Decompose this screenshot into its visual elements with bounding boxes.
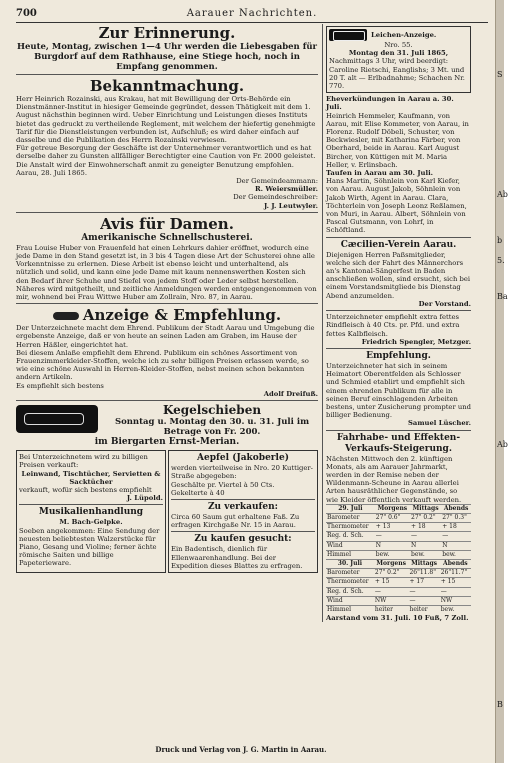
printer-footer: Druck und Verlag von J. G. Martin in Aarau. [155,745,327,754]
table-cell: + 17 [408,578,439,587]
edge-letter: S [497,70,503,79]
ladies-title: Avis für Damen. [100,214,234,233]
table-cell: + 18 [410,523,441,532]
bottom-left-ad-2-sub: M. Bach-Gelpke. [59,518,123,527]
table-row [326,569,471,578]
table-cell: + 15 [374,578,409,587]
table-cell: Barometer [326,569,374,578]
table-cell: + 18 [441,523,471,532]
table-cell: Thermometer [326,523,375,532]
table-cell: heiter [374,605,409,614]
page-number: 700 [16,8,37,19]
announcement-date: Aarau, 28. Juli 1865. [16,168,87,177]
meat-signature: Friedrich Spengler, Metzger. [361,337,471,346]
announcement-title: Bekanntmachung. [89,77,245,95]
bottom-left-ad-1-intro: Bei Unterzeichnetem wird zu billigen Preisen verkauft: [19,453,148,470]
clerk-name: J. J. Leutwyler. [263,201,318,210]
bowling-wagon-icon [16,405,98,433]
weather-table-1 [326,504,471,559]
edge-letter: Ab [497,440,508,449]
baptism-text: Hans Martin, Söhnlein von Karl Kiefer, von Aarau. August Jakob, Söhnlein von Jakob Wirth, Agent in Aarau. Clara, Töchterlein von Joseph Leonz Reßlamen, von Muri, in Aarau. Albert, Söhnlein von Pascal Gutsmann, von Lohrf, in Schöftland. [326,177,467,235]
left-column [16,24,318,575]
death-notice-box [326,26,471,93]
table-row [326,596,471,605]
apples-row-2: Gekelterte à 40 [171,488,225,497]
edge-letter: 5. [497,256,505,265]
ladies-text-2: Näheres wird mitgetheilt, und zeitliche Anmeldungen werden entgegengenommen von mir, wohnend bei Frau Wittwe Huber am Zollrain, Nro. 87, in Aarau. [16,284,317,302]
apples-text: werden vierteilweise in Nro. 20 Kuttiger-Straße abgegeben: [171,464,313,481]
choir-title: Cæcilien-Verein Aarau. [340,239,457,250]
table-cell: + 13 [375,523,410,532]
table-cell: — [408,587,439,596]
table-cell: Reg. d. Sch. [326,532,375,541]
table-row [326,587,471,596]
anzeige-text-2: Bei diesem Anlaße empfiehlt dem Ehrend. Publikum ein schönes Assortiment von Frauenzimmerkleider-Stoffen, welche ich zu sehr billigen Preisen erlassen werde, so wie eine schöne Auswahl in Herren-Kleider-Stoffen, nebst meinen schon bekannten andern Artikeln. [16,348,309,382]
ladies-subtitle: Amerikanische Schnellschusterei. [81,232,253,243]
bottom-right-ad [168,450,318,573]
council-label: Der Gemeindeammann: [236,177,318,186]
choir-text: Diejenigen Herren Paßsmitglieder, welche sich der Fahrt des Männerchors an's Kantonal-Sängerfest in Baden anschließen wollen, sind ersucht, sich bei einem Vorstandsmitgliede bis Dienstag Abend anzumelden. [326,250,471,300]
choir-signature: Der Vorstand. [418,299,471,308]
marriage-text: Heinrich Hemmeler, Kaufmann, von Aarau, mit Elise Kommeter, von Aarau, in Florenz. Rudolf Döbeli, Schuster, von Beckwiesler, mit Katharina Färber, von Oberhard, beide in Aarau. Karl August Bircher, von Küttigen mit M. Maria Heller, v. Erlinsbach. [326,111,469,169]
weather2-head: 30. Juli [326,559,374,568]
wanted-text: Ein Badentisch, dienlich für Ellenwaarenhandlung. Bei der Expedition dieses Blattes zu erfragen. [171,545,303,570]
ladies-text: Frau Louise Huber von Frauenfeld hat einen Lehrkurs dahier eröffnet, wodurch eine jede Dame in den Stand gesetzt ist, in 3 bis 4 Tagen diese Art der Schusterei ohne alle Vorkenntnisse zu erlernen. Diese Arbeit ist ebenso leicht und unterhaltend, als nützlich und solid, und kann eine jede Dame mit kaum nennenswerthen Kosten sich den Bedarf ihrer Schuhe und Stiefel von jedem Stoff oder Leder selbst herstellen. [16,243,315,285]
right-edge-strip [495,0,508,763]
table-cell: 27" 0.3" [441,513,471,522]
table-cell: 27" 0.2" [374,569,409,578]
death-notice-number: Nro. 55. [384,41,413,49]
table-row [326,513,471,522]
bowling-ad [16,403,318,437]
weather1-head: Morgens [375,504,410,513]
table-cell: — [374,587,409,596]
table-cell: 26"11.8" [408,569,439,578]
table-row [326,523,471,532]
anzeige-signature: Adolf Dreifuß. [263,389,318,398]
table-cell: bew. [440,605,471,614]
sale-text: Circa 60 Saum gut erhaltene Faß. Zu erfragen Kirchgaße Nr. 15 in Aarau. [171,512,300,530]
table-cell: Barometer [326,513,375,522]
table-row [326,550,471,559]
edge-letter: b [497,236,503,245]
bowling-text: Sonntag u. Montag den 30. u. 31. Juli im Betrage von Fr. 200. [114,417,310,438]
apples-row-1: Geschälte pr. Viertel à 50 Cts. [171,480,275,489]
council-name: R. Weiersmüller. [254,185,318,194]
bottom-left-ad-1 [16,450,166,573]
table-cell: Himmel [326,605,374,614]
table-cell: bew. [410,550,441,559]
weather2-head: Abends [440,559,471,568]
anzeige-text-3: Es empfiehlt sich bestens [16,381,104,390]
table-cell: Himmel [326,550,375,559]
reminder-title: Zur Erinnerung. [98,24,236,42]
reminder-text: Heute, Montag, zwischen 1—4 Uhr werden die Liebesgaben für Burgdorf auf dem Rathhause, eine Stiege hoch, noch in Empfang genommen. [16,42,318,72]
weather2-head: Morgens [374,559,409,568]
edge-letter: Ba [497,292,508,301]
water-level: Aarstand vom 31. Juli. 10 Fuß, 7 Zoll. [326,614,469,623]
page-header [16,6,488,23]
table-cell: heiter [408,605,439,614]
table-cell: — [408,596,439,605]
weather1-head: 29. Juli [326,504,375,513]
apples-title: Aepfel (Jakoberle) [197,453,289,464]
coffin-icon [329,29,367,41]
table-cell: N [441,541,471,550]
table-cell: — [410,532,441,541]
meat-text: Unterzeichneter empfiehlt extra fettes Rindfleisch à 40 Cts. pr. Pfd. und extra fettes Kalbfleisch. [326,313,460,338]
weather1-head: Mittags [410,504,441,513]
table-cell: bew. [375,550,410,559]
baptism-title: Taufen in Aarau am 30. Juli. [326,169,434,178]
weather-table-2 [326,559,471,614]
bottom-left-ad-1-name: J. Lüpold. [126,494,163,503]
table-cell: — [441,532,471,541]
table-cell: Wind [326,596,374,605]
bottom-left-ad-1-text: verkauft, wofür sich bestens empfiehlt [19,485,152,494]
death-notice-text: Nachmittags 3 Uhr, wird beerdigt: Caroline Rietschi, Eanglishs; 3 Mt. und 20 T. alt — Erlbadnahme; Schachen Nr. 770. [329,57,465,91]
announcement-text-2: Für getreue Besorgung der Geschäfte ist der Unternehmer verantwortlich und es hat derselbe daher zu Gunsten allfälliger Berechtigter eine Caution von Fr. 2000 geleistet. [16,144,316,161]
marriage-title: Eheverkündungen in Aarau a. 30. Juli. [326,95,454,112]
table-row [326,541,471,550]
sale-title: Zu verkaufen: [207,501,279,512]
table-cell: N [375,541,410,550]
table-row [326,578,471,587]
clerk-label: Der Gemeindeschreiber: [233,193,318,202]
table-cell: N [410,541,441,550]
death-notice-title: Leichen-Anzeige. [371,30,437,39]
recommendation-title: Empfehlung. [366,350,431,361]
page-title: Aarauer Nachrichten. [186,8,318,19]
edge-letter: B [497,700,503,709]
weather2-head: Mittags [408,559,439,568]
table-cell: — [375,532,410,541]
table-cell: Wind [326,541,375,550]
table-cell: 26"11.7" [440,569,471,578]
weather1-head: Abends [441,504,471,513]
announcement-text: Herr Heinrich Rozainski, aus Krakau, hat mit Bewilligung der Orts-Behörde ein Dienstmänner-Institut in hiesiger Gemeinde gegründet, dessen Thätigkeit mit dem 1. August nächsthin beginnen wird. Ueber Einrichtung und Leistungen dieses Instituts bietet das gedruckt zu vertheilende Reglement, mit welchem der hiefertig genehmigte Tarif für die Dienstleistungen verbunden ist, Aufschluß; es wird daher einfach auf dasselbe und die Publikation des Herrn Rozainski verwiesen. [16,95,316,145]
table-cell: 27" 0.6" [375,513,410,522]
bottom-left-ad-2-title: Musikalienhandlung [38,507,144,518]
death-notice-date: Montag den 31. Juli 1865, [348,49,449,58]
table-cell: + 15 [440,578,471,587]
wanted-title: Zu kaufen gesucht: [194,534,292,545]
anzeige-title-text: Anzeige & Empfehlung. [82,306,282,325]
anzeige-text: Der Unterzeichnete macht dem Ehrend. Publikum der Stadt Aarau und Umgebung die ergebenste Anzeige, daß er von heute an seinen Laden am Graben, im Hause der Herren Häßler, eingerichtet hat. [16,324,315,349]
bottom-left-ad-1-title: Leinwand, Tischtücher, Servietten & Sacktücher [21,469,161,486]
bottom-ads [16,448,318,575]
auction-title: Fahrhabe- und Effekten-Verkaufs-Steigerung. [336,432,461,454]
table-cell: NW [374,596,409,605]
table-row [326,605,471,614]
table-cell: bew. [441,550,471,559]
auction-text: Nächsten Mittwoch den 2. künftigen Monats, als am Aarauer Jahrmarkt, werden in der Remise neben der Wildenmann-Scheune in Aarau allerlei Arten hausräthlicher Gegenstände, so wie Kleider öffentlich verkauft werden. [326,454,462,504]
edge-letter: Ab [497,190,508,199]
bowling-title: Kegelschieben [162,403,262,418]
table-cell: NW [440,596,471,605]
pointing-hand-icon [53,312,79,320]
recommendation-text: Unterzeichneter hat sich in seinem Heimatort Oberentfelden als Schlosser und Schmied etablirt und empfiehlt sich einem ehrenden Publikum für alle in seinen Beruf einschlagenden Arbeiten bestens, unter Zusicherung prompter und billiger Bedienung. [326,361,471,420]
announcement-text-3: Die Anstalt wird der Einwohnerschaft anmit zu geneigter Benutzung empfohlen. [16,160,294,169]
recommendation-signature: Samuel Lüscher. [408,419,471,428]
bottom-left-ad-2-text: Soeben angekommen: Eine Sendung der neuesten beliebtesten Walzerstücke für Piano, Gesang und Violine; ferner ächte römische Saiten und billige Papeterieware. [19,526,160,568]
right-column [322,24,471,622]
table-cell: — [440,587,471,596]
table-row [326,532,471,541]
table-cell: Reg. d. Sch. [326,587,374,596]
bowling-place: im Biergarten Ernst-Merian. [94,437,240,448]
table-cell: Thermometer [326,578,374,587]
anzeige-title [16,306,318,324]
table-cell: 27" 0.2" [410,513,441,522]
